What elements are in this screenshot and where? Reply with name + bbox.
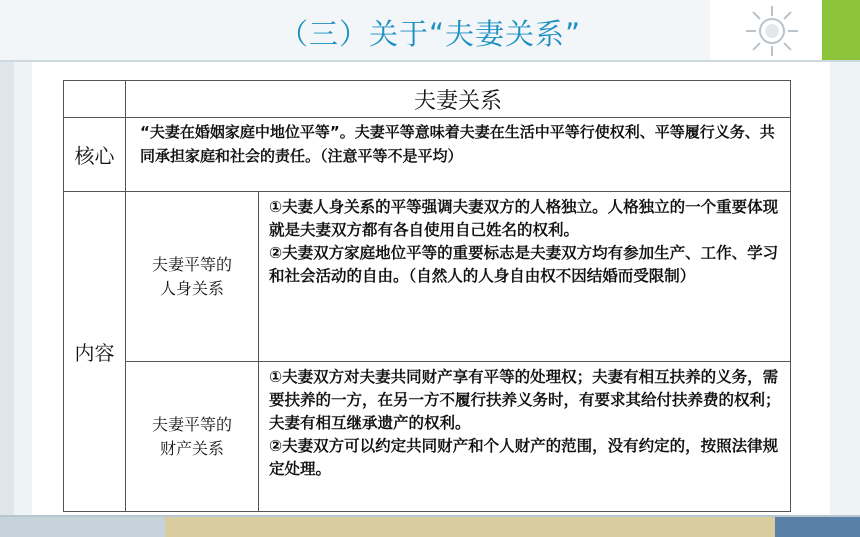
personal-relation-label-line2: 人身关系 xyxy=(159,278,224,298)
property-relation-text xyxy=(259,362,791,512)
footer-block-right xyxy=(775,517,860,537)
header-blank-cell xyxy=(64,81,126,118)
corner-accent xyxy=(822,0,860,62)
personal-relation-row xyxy=(64,192,791,362)
table-header: 夫妻关系 xyxy=(126,81,791,118)
right-stripe xyxy=(830,62,860,537)
personal-relation-para-1: ①夫妻人身关系的平等强调夫妻双方的人格独立。人格独立的一个重要体现就是夫妻双方都有各自使用自己姓名的权利。 xyxy=(269,198,779,239)
property-relation-label-line2: 财产关系 xyxy=(159,438,224,458)
core-label: 核心 xyxy=(64,118,126,192)
property-relation-para-1: ①夫妻双方对夫妻共同财产享有平等的处理权；夫妻有相互扶养的义务，需要扶养的一方，在另一方不履行扶养义务时，有要求其给付扶养费的权利；夫妻有相互继承遗产的权利。 xyxy=(269,368,781,432)
core-row xyxy=(64,118,791,192)
marriage-relations-table xyxy=(63,80,791,512)
personal-relation-label xyxy=(126,192,259,362)
left-stripe xyxy=(0,62,14,537)
property-relation-label-line1: 夫妻平等的 xyxy=(151,414,232,434)
footer-block-left xyxy=(0,517,165,537)
content-label: 内容 xyxy=(64,192,126,512)
left-stripe-light xyxy=(14,62,32,537)
slide-title: （三）关于“夫妻关系” xyxy=(278,17,582,51)
banner-divider xyxy=(0,60,860,62)
core-text: “夫妻在婚姻家庭中地位平等”。夫妻平等意味着夫妻在生活中平等行使权利、平等履行义务、共同承担家庭和社会的责任。（注意平等不是平均） xyxy=(126,118,791,192)
footer-block-center xyxy=(165,517,775,537)
table-header-row xyxy=(64,81,791,118)
personal-relation-para-2: ②夫妻双方家庭地位平等的重要标志是夫妻双方均有参加生产、工作、学习和社会活动的自由。（自然人的人身自由权不因结婚而受限制） xyxy=(269,244,779,285)
property-relation-label xyxy=(126,362,259,512)
personal-relation-text xyxy=(259,192,791,362)
property-relation-row xyxy=(64,362,791,512)
personal-relation-label-line1: 夫妻平等的 xyxy=(151,254,232,274)
sun-icon xyxy=(744,4,800,58)
property-relation-para-2: ②夫妻双方可以约定共同财产和个人财产的范围，没有约定的，按照法律规定处理。 xyxy=(269,437,779,478)
